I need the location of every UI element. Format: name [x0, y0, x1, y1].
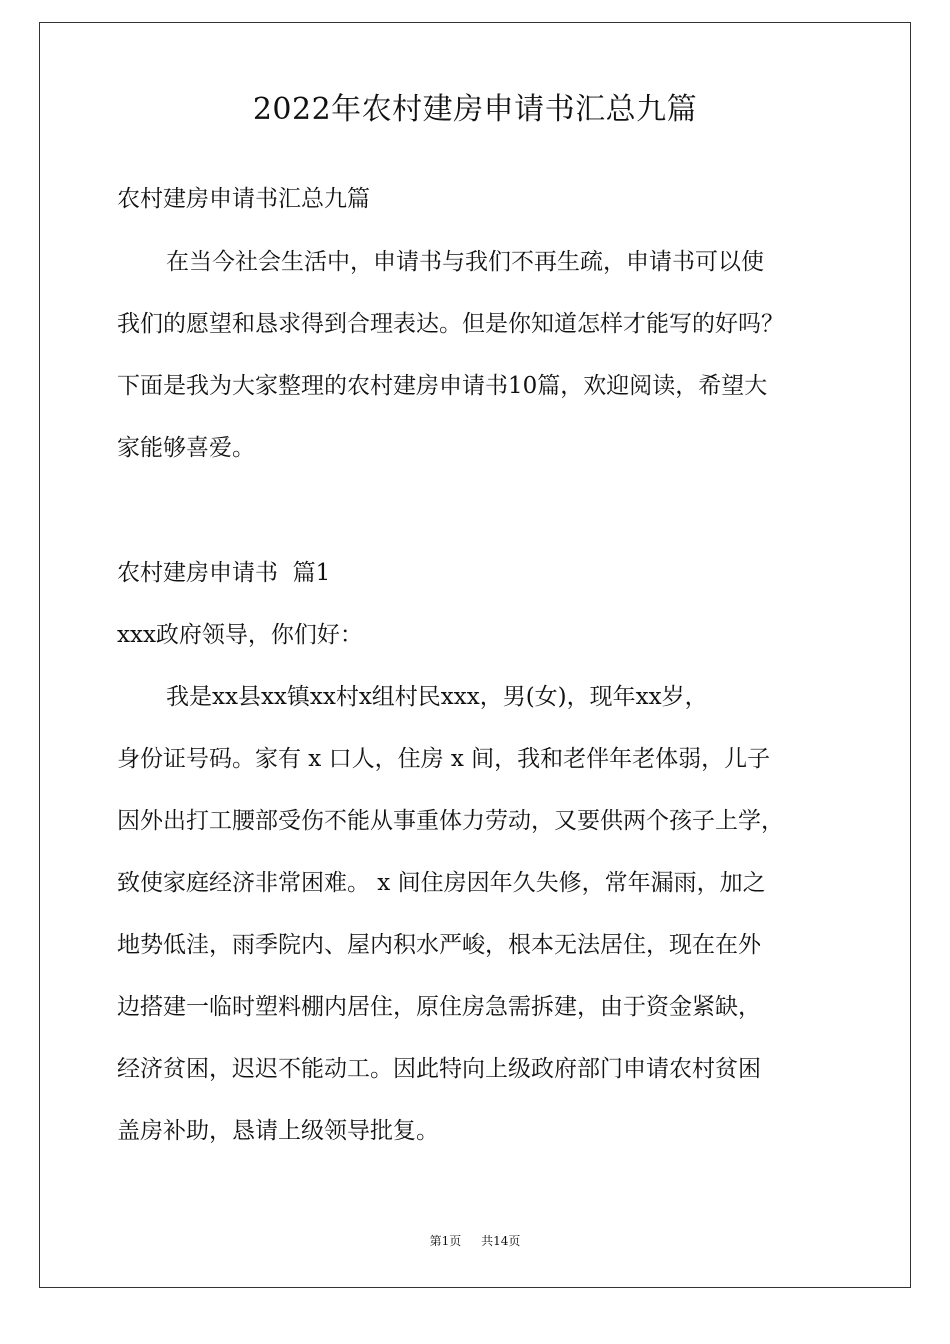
- document-subtitle: 农村建房申请书汇总九篇: [117, 186, 370, 212]
- body-line-1: 我是xx县xx镇xx村x组村民xxx，男(女)，现年xx岁，: [166, 684, 708, 710]
- body-line-2: 身份证号码。家有 x 口人，住房 x 间，我和老伴年老体弱，儿子: [117, 746, 771, 772]
- body-line-5: 地势低洼，雨季院内、屋内积水严峻，根本无法居住，现在在外: [117, 932, 761, 958]
- body-line-7: 经济贫困，迟迟不能动工。因此特向上级政府部门申请农村贫困: [117, 1056, 761, 1082]
- page-number: 第1页: [429, 1234, 462, 1248]
- body-line-6: 边搭建一临时塑料棚内居住，原住房急需拆建，由于资金紧缺，: [117, 994, 761, 1020]
- intro-line-1: 在当今社会生活中，申请书与我们不再生疏，申请书可以使: [166, 249, 764, 275]
- intro-line-4: 家能够喜爱。: [117, 435, 255, 461]
- page-total: 共14页: [481, 1234, 521, 1248]
- intro-line-2: 我们的愿望和恳求得到合理表达。但是你知道怎样才能写的好吗？: [117, 311, 784, 337]
- body-line-4: 致使家庭经济非常困难。 x 间住房因年久失修，常年漏雨，加之: [117, 870, 766, 896]
- section-heading: 农村建房申请书 篇1: [117, 560, 331, 586]
- body-line-3: 因外出打工腰部受伤不能从事重体力劳动，又要供两个孩子上学，: [117, 808, 784, 834]
- body-line-8: 盖房补助，恳请上级领导批复。: [117, 1118, 439, 1144]
- document-title: 2022年农村建房申请书汇总九篇: [252, 92, 698, 127]
- intro-line-3: 下面是我为大家整理的农村建房申请书10篇，欢迎阅读，希望大: [117, 373, 768, 399]
- salutation: xxx政府领导，你们好：: [117, 622, 363, 648]
- page-footer: [0, 1232, 950, 1250]
